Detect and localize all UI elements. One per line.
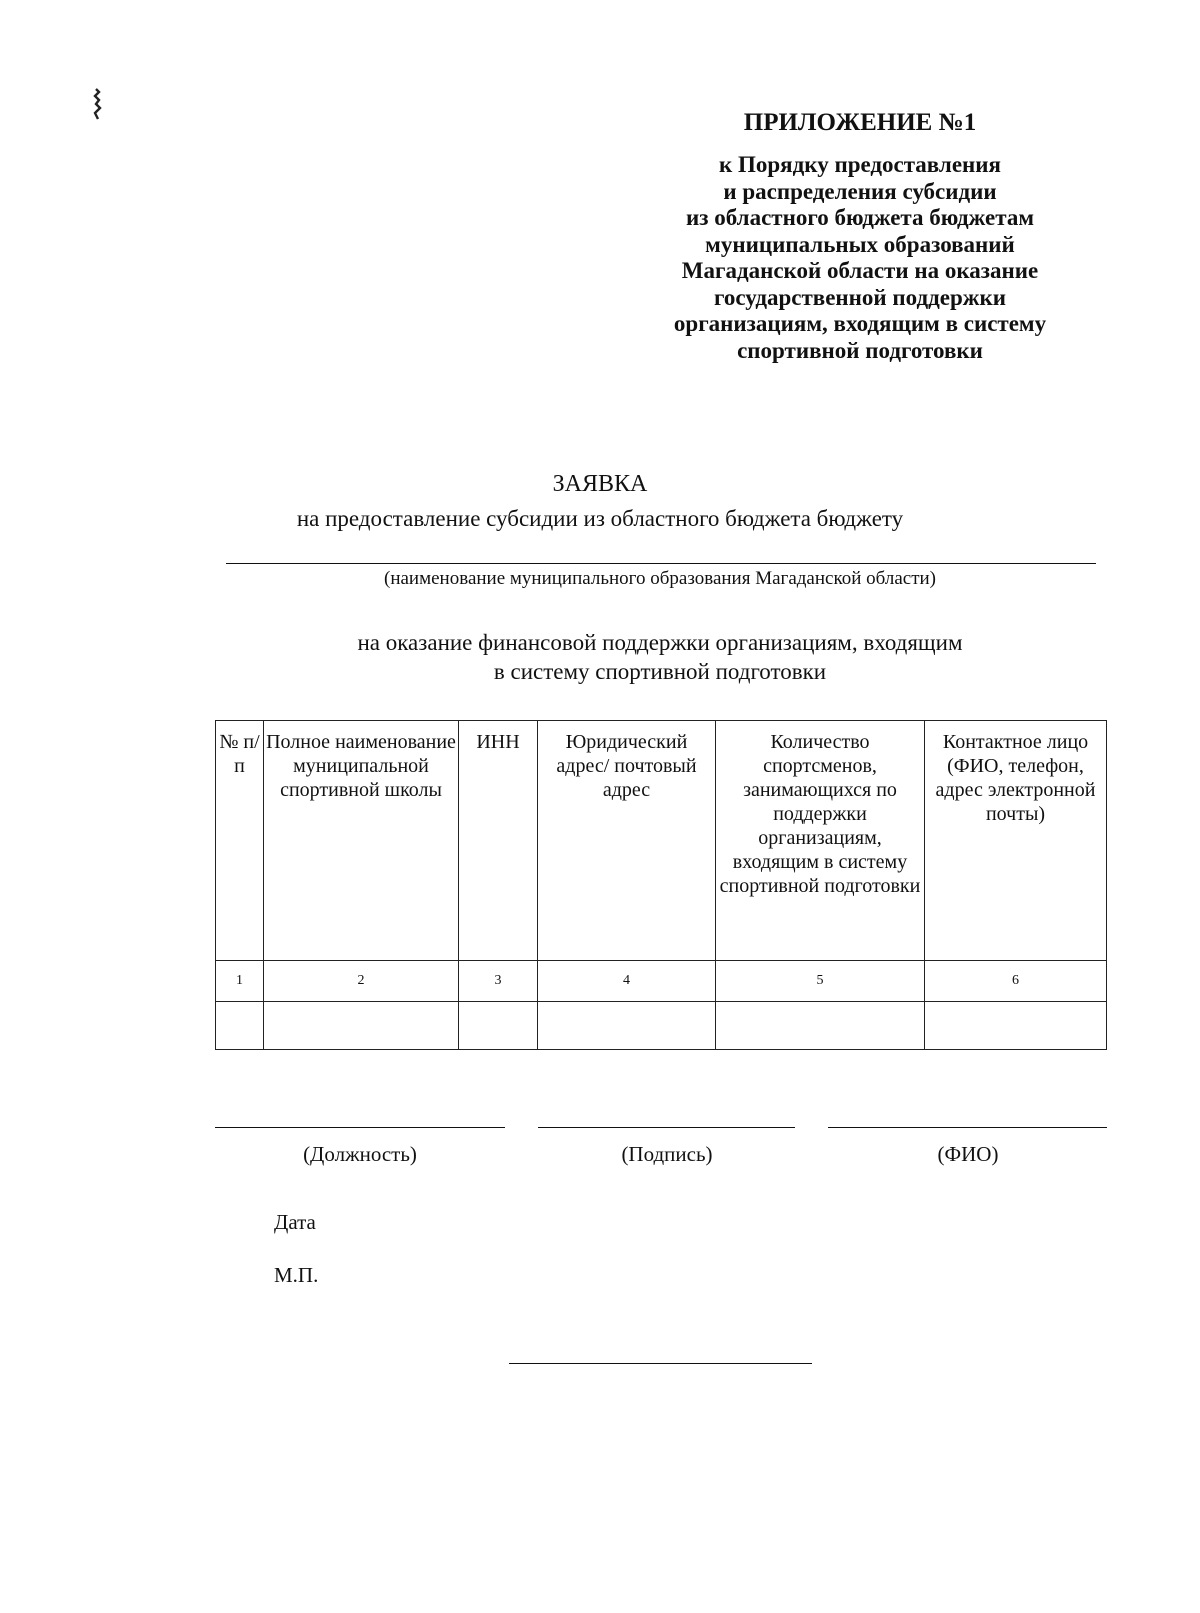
request-subtitle: на предоставление субсидии из областного бюджета бюджету — [296, 506, 904, 531]
appendix-line: муниципальных образований — [705, 231, 1015, 257]
application-table — [215, 720, 1107, 1050]
column-header-contact: Контактное лицо (ФИО, телефон, адрес электронной почты) — [925, 721, 1107, 961]
name-label: (ФИО) — [937, 1142, 999, 1166]
signature-blank-line — [538, 1127, 795, 1128]
column-header-inn: ИНН — [459, 721, 538, 961]
appendix-line: государственной поддержки — [714, 284, 1006, 310]
appendix-line: к Порядку предоставления — [719, 152, 1001, 177]
appendix-line: и распределения субсидии — [723, 178, 997, 204]
table-cell — [459, 1002, 538, 1050]
table-cell — [264, 1002, 459, 1050]
appendix-line: организациям, входящим в систему — [673, 311, 1047, 336]
position-label: (Должность) — [303, 1142, 417, 1166]
municipality-caption: (наименование муниципального образования Магаданской области) — [384, 568, 936, 589]
appendix-line: из областного бюджета бюджетам — [686, 205, 1034, 230]
purpose-text — [200, 628, 1120, 686]
request-title: ЗАЯВКА — [552, 471, 648, 497]
purpose-line: на оказание финансовой поддержки организациям, входящим — [357, 630, 963, 655]
name-blank-line — [828, 1127, 1107, 1128]
table-cell — [538, 1002, 716, 1050]
table-row — [216, 1002, 1107, 1050]
date-label: Дата — [274, 1210, 316, 1234]
appendix-title: ПРИЛОЖЕНИЕ №1 — [743, 109, 977, 136]
closing-line — [509, 1363, 812, 1364]
appendix-line: Магаданской области на оказание — [681, 258, 1039, 283]
table-cell — [216, 1002, 264, 1050]
column-header-athletes-count: Количество спортсменов, занимающихся по поддержки организациям, входящим в систему спортивной подготовки — [716, 721, 925, 961]
table-cell — [716, 1002, 925, 1050]
column-number: 5 — [716, 961, 925, 1002]
appendix-line: спортивной подготовки — [737, 337, 983, 363]
column-number: 3 — [459, 961, 538, 1002]
appendix-header — [630, 108, 1090, 364]
column-header-address: Юридический адрес/ почтовый адрес — [538, 721, 716, 961]
table-cell — [925, 1002, 1107, 1050]
signature-label: (Подпись) — [621, 1142, 713, 1166]
column-number: 4 — [538, 961, 716, 1002]
purpose-line: в систему спортивной подготовки — [493, 659, 827, 684]
table-numbering-row — [216, 961, 1107, 1002]
column-header-number: № п/п — [216, 721, 264, 961]
column-number: 2 — [264, 961, 459, 1002]
column-number: 6 — [925, 961, 1107, 1002]
position-blank-line — [215, 1127, 505, 1128]
column-number: 1 — [216, 961, 264, 1002]
scan-mark-icon — [90, 88, 104, 120]
column-header-school-name: Полное наименование муниципальной спортивной школы — [264, 721, 459, 961]
table-header-row — [216, 721, 1107, 961]
stamp-label: М.П. — [274, 1263, 319, 1287]
municipality-blank-line — [226, 563, 1096, 564]
